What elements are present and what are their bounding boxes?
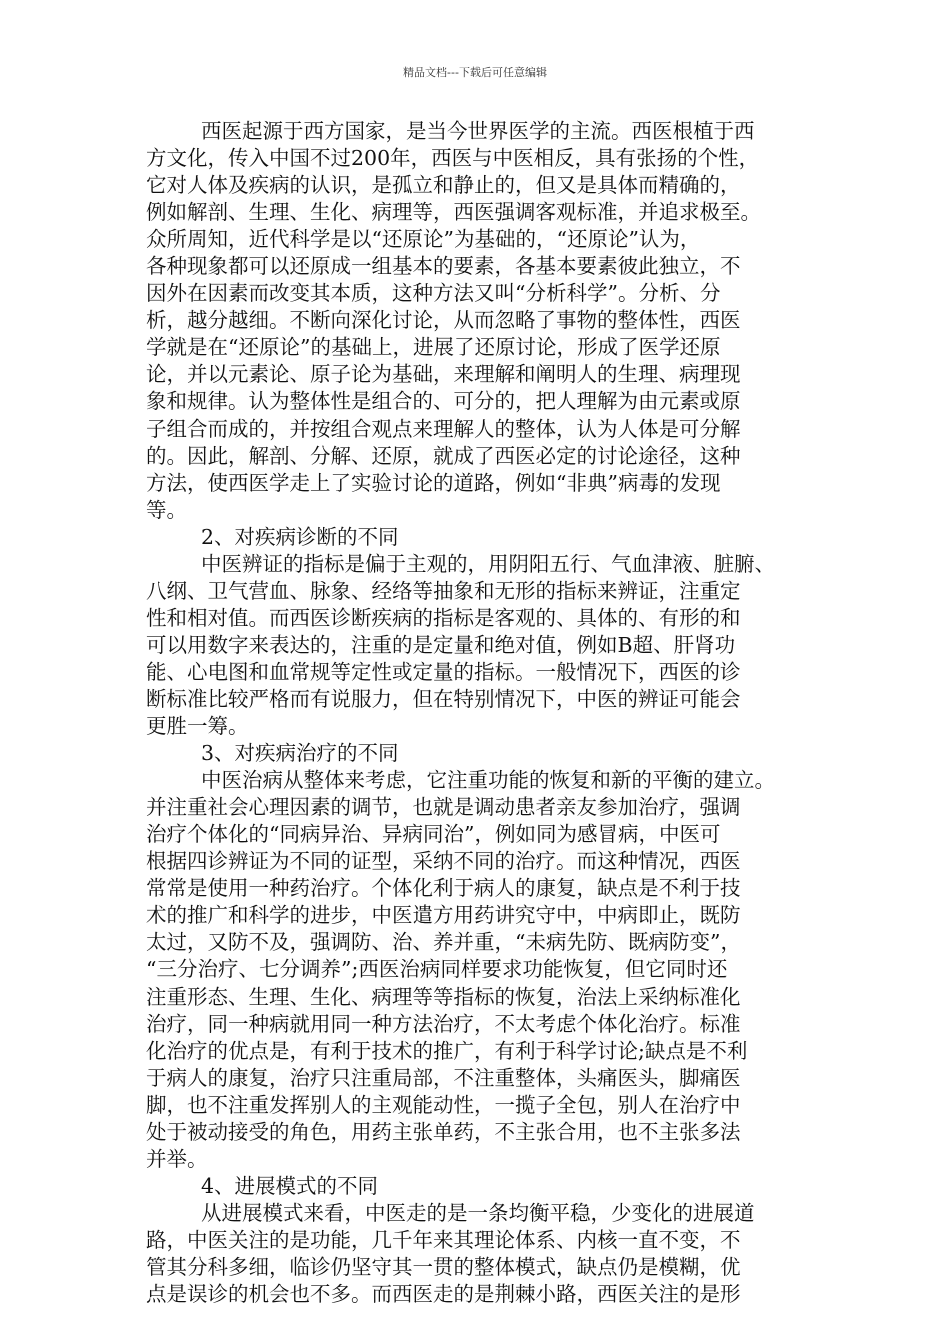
text-line: 能、心电图和血常规等定性或定量的指标。一般情况下，西医的诊 <box>146 659 741 684</box>
text-line: 根据四诊辨证为不同的证型，采纳不同的治疗。而这种情况，西医 <box>146 849 741 874</box>
text-line: 它对人体及疾病的认识，是孤立和静止的，但又是具体而精确的， <box>146 173 741 198</box>
text-line: 例如解剖、生理、生化、病理等，西医强调客观标准，并追求极至。 <box>146 200 761 225</box>
text-line: 2、对疾病诊断的不同 <box>201 524 399 549</box>
text-line: “三分治疗、七分调养”;西医治病同样要求功能恢复，但它同时还 <box>146 957 728 982</box>
text-line: 象和规律。认为整体性是组合的、可分的，把人理解为由元素或原 <box>146 389 741 414</box>
text-line: 论，并以元素论、原子论为基础，来理解和阐明人的生理、病理现 <box>146 362 741 387</box>
text-line: 西医起源于西方国家，是当今世界医学的主流。西医根植于西 <box>201 119 755 143</box>
text-line: 中医辨证的指标是偏于主观的，用阴阳五行、气血津液、脏腑、 <box>201 551 775 576</box>
text-line: 等。 <box>146 497 187 522</box>
text-line: 中医治病从整体来考虑，它注重功能的恢复和新的平衡的建立。 <box>201 768 775 793</box>
text-line: 常常是使用一种药治疗。个体化利于病人的康复，缺点是不利于技 <box>146 876 741 901</box>
text-line: 并注重社会心理因素的调节，也就是调动患者亲友参加治疗，强调 <box>146 795 741 820</box>
text-line: 治疗个体化的“同病异治、异病同治”，例如同为感冒病，中医可 <box>146 822 721 847</box>
text-line: 学就是在“还原论”的基础上，进展了还原讨论，形成了医学还原 <box>146 335 721 360</box>
text-line: 子组合而成的，并按组合观点来理解人的整体，认为人体是可分解 <box>146 416 741 441</box>
text-line: 注重形态、生理、生化、病理等等指标的恢复，治法上采纳标准化 <box>146 984 741 1009</box>
text-line: 4、进展模式的不同 <box>201 1173 379 1198</box>
text-line: 治疗，同一种病就用同一种方法治疗，不太考虑个体化治疗。标准 <box>146 1011 741 1036</box>
text-line: 析，越分越细。不断向深化讨论，从而忽略了事物的整体性，西医 <box>146 308 741 333</box>
text-line: 八纲、卫气营血、脉象、经络等抽象和无形的指标来辨证，注重定 <box>146 578 741 603</box>
text-line: 的。因此，解剖、分解、还原，就成了西医必定的讨论途径，这种 <box>146 443 741 468</box>
text-line: 脚，也不注重发挥别人的主观能动性，一揽子全包，别人在治疗中 <box>146 1092 741 1117</box>
text-line: 路，中医关注的是功能，几千年来其理论体系、内核一直不变，不 <box>146 1227 741 1252</box>
text-line: 太过，又防不及，强调防、治、养并重，“未病先防、既病防变”， <box>146 930 741 955</box>
text-line: 管其分科多细，临诊仍坚守其一贯的整体模式，缺点仍是模糊，优 <box>146 1254 741 1279</box>
page-header: 精品文档---下载后可任意编辑 <box>403 66 547 79</box>
text-line: 化治疗的优点是，有利于技术的推广，有利于科学讨论;缺点是不利 <box>146 1038 748 1063</box>
text-line: 方文化，传入中国不过200年，西医与中医相反，具有张扬的个性， <box>146 146 760 171</box>
text-line: 因外在因素而改变其本质，这种方法又叫“分析科学”。分析、分 <box>146 281 721 306</box>
text-line: 方法，使西医学走上了实验讨论的道路，例如“非典”病毒的发现 <box>146 470 721 495</box>
text-line: 3、对疾病治疗的不同 <box>201 741 399 766</box>
text-line: 从进展模式来看，中医走的是一条均衡平稳，少变化的进展道 <box>201 1200 755 1225</box>
text-line: 点是误诊的机会也不多。而西医走的是荆棘小路，西医关注的是形 <box>146 1282 741 1307</box>
document-body <box>146 118 822 1308</box>
text-line: 各种现象都可以还原成一组基本的要素，各基本要素彼此独立，不 <box>146 254 741 279</box>
text-line: 可以用数字来表达的，注重的是定量和绝对值，例如B超、肝肾功 <box>146 632 736 657</box>
text-line: 并举。 <box>146 1146 208 1171</box>
text-line: 更胜一筹。 <box>146 714 249 739</box>
text-line: 众所周知，近代科学是以“还原论”为基础的，“还原论”认为， <box>146 227 701 252</box>
text-line: 性和相对值。而西医诊断疾病的指标是客观的、具体的、有形的和 <box>146 605 741 630</box>
text-line: 断标准比较严格而有说服力，但在特别情况下，中医的辨证可能会 <box>146 686 741 711</box>
text-line: 术的推广和科学的进步，中医遣方用药讲究守中，中病即止，既防 <box>146 903 741 928</box>
text-line: 于病人的康复，治疗只注重局部，不注重整体，头痛医头，脚痛医 <box>146 1065 741 1090</box>
text-line: 处于被动接受的角色，用药主张单药，不主张合用，也不主张多法 <box>146 1119 741 1144</box>
